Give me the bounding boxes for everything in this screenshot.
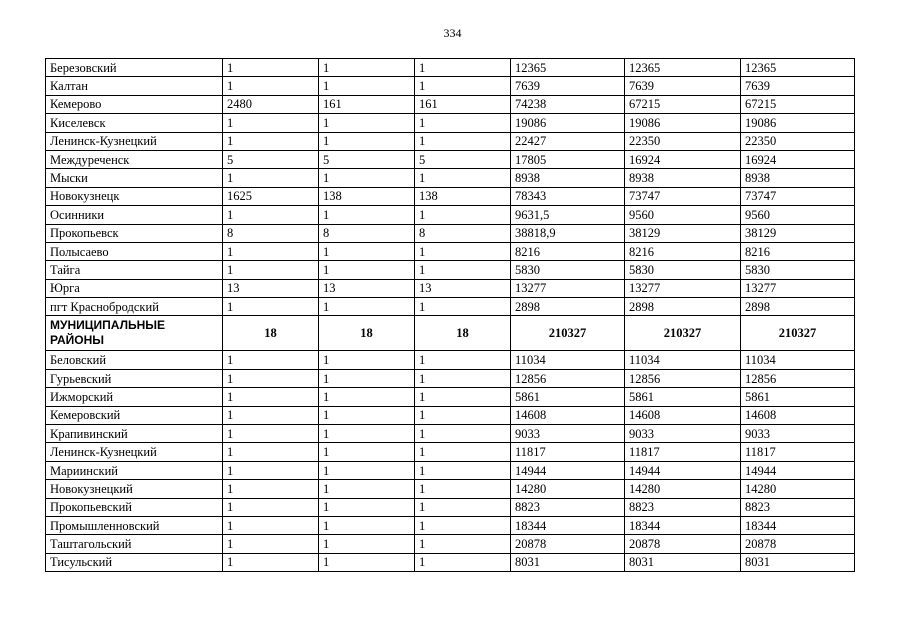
value-cell-d: 14280 bbox=[511, 480, 625, 498]
value-cell-c: 1 bbox=[415, 516, 511, 534]
value-cell-a: 1 bbox=[223, 132, 319, 150]
value-cell-f: 73747 bbox=[741, 187, 855, 205]
table-row bbox=[46, 77, 855, 95]
value-cell-d: 14944 bbox=[511, 461, 625, 479]
row-name: Тайга bbox=[46, 261, 223, 279]
value-cell-d: 5830 bbox=[511, 261, 625, 279]
value-cell-f: 5830 bbox=[741, 261, 855, 279]
value-cell-e: 9560 bbox=[625, 206, 741, 224]
value-cell-b: 1 bbox=[319, 480, 415, 498]
value-cell-c: 1 bbox=[415, 298, 511, 316]
value-cell-d: 8938 bbox=[511, 169, 625, 187]
value-cell-a: 1 bbox=[223, 206, 319, 224]
value-cell-b: 1 bbox=[319, 242, 415, 260]
value-cell-b: 5 bbox=[319, 150, 415, 168]
value-cell-c: 161 bbox=[415, 95, 511, 113]
value-cell-b: 1 bbox=[319, 443, 415, 461]
value-cell-b: 1 bbox=[319, 516, 415, 534]
row-name: Гурьевский bbox=[46, 369, 223, 387]
row-name: Прокопьевский bbox=[46, 498, 223, 516]
table-row bbox=[46, 535, 855, 553]
value-cell-a: 1 bbox=[223, 261, 319, 279]
value-cell-e: 12365 bbox=[625, 59, 741, 77]
page-number: 334 bbox=[443, 26, 462, 40]
table-row bbox=[46, 406, 855, 424]
value-cell-a: 1 bbox=[223, 553, 319, 571]
value-cell-b: 1 bbox=[319, 351, 415, 369]
value-cell-c: 5 bbox=[415, 150, 511, 168]
value-cell-e: 11817 bbox=[625, 443, 741, 461]
value-cell-c: 1 bbox=[415, 114, 511, 132]
value-cell-a: 1 bbox=[223, 535, 319, 553]
value-cell-d: 12365 bbox=[511, 59, 625, 77]
value-cell-c: 13 bbox=[415, 279, 511, 297]
value-cell-d: 38818,9 bbox=[511, 224, 625, 242]
value-cell-d: 2898 bbox=[511, 298, 625, 316]
table-row bbox=[46, 553, 855, 571]
value-cell-b: 1 bbox=[319, 298, 415, 316]
value-cell-a: 1 bbox=[223, 242, 319, 260]
value-cell-a: 1 bbox=[223, 425, 319, 443]
row-name: Киселевск bbox=[46, 114, 223, 132]
table-row bbox=[46, 59, 855, 77]
value-cell-f: 7639 bbox=[741, 77, 855, 95]
value-cell-a: 8 bbox=[223, 224, 319, 242]
value-cell-c: 1 bbox=[415, 206, 511, 224]
row-name: Кемеровский bbox=[46, 406, 223, 424]
value-cell-e: 14280 bbox=[625, 480, 741, 498]
value-cell-c: 1 bbox=[415, 351, 511, 369]
value-cell-c: 1 bbox=[415, 388, 511, 406]
value-cell-f: 19086 bbox=[741, 114, 855, 132]
value-cell-f: 13277 bbox=[741, 279, 855, 297]
value-cell-a: 1 bbox=[223, 516, 319, 534]
value-cell-d: 11034 bbox=[511, 351, 625, 369]
value-cell-b: 1 bbox=[319, 498, 415, 516]
value-cell-d: 8031 bbox=[511, 553, 625, 571]
value-cell-d: 19086 bbox=[511, 114, 625, 132]
value-cell-f: 38129 bbox=[741, 224, 855, 242]
value-cell-e: 8031 bbox=[625, 553, 741, 571]
value-cell-f: 14608 bbox=[741, 406, 855, 424]
table-row bbox=[46, 388, 855, 406]
row-name: Ленинск-Кузнецкий bbox=[46, 443, 223, 461]
value-cell-f: 14280 bbox=[741, 480, 855, 498]
value-cell-d: 210327 bbox=[511, 316, 625, 351]
table-row bbox=[46, 480, 855, 498]
value-cell-d: 5861 bbox=[511, 388, 625, 406]
value-cell-d: 12856 bbox=[511, 369, 625, 387]
value-cell-a: 1 bbox=[223, 114, 319, 132]
value-cell-f: 16924 bbox=[741, 150, 855, 168]
value-cell-e: 2898 bbox=[625, 298, 741, 316]
table-row bbox=[46, 150, 855, 168]
data-table bbox=[45, 58, 855, 572]
value-cell-e: 18344 bbox=[625, 516, 741, 534]
value-cell-a: 1 bbox=[223, 406, 319, 424]
table-row bbox=[46, 187, 855, 205]
value-cell-a: 1 bbox=[223, 169, 319, 187]
value-cell-c: 1 bbox=[415, 480, 511, 498]
value-cell-b: 1 bbox=[319, 169, 415, 187]
table-row bbox=[46, 242, 855, 260]
value-cell-b: 1 bbox=[319, 369, 415, 387]
value-cell-c: 8 bbox=[415, 224, 511, 242]
value-cell-d: 8216 bbox=[511, 242, 625, 260]
value-cell-b: 13 bbox=[319, 279, 415, 297]
value-cell-f: 11817 bbox=[741, 443, 855, 461]
value-cell-f: 20878 bbox=[741, 535, 855, 553]
value-cell-e: 8938 bbox=[625, 169, 741, 187]
row-name: Березовский bbox=[46, 59, 223, 77]
value-cell-b: 1 bbox=[319, 59, 415, 77]
value-cell-e: 5861 bbox=[625, 388, 741, 406]
value-cell-d: 14608 bbox=[511, 406, 625, 424]
table-row bbox=[46, 425, 855, 443]
value-cell-c: 138 bbox=[415, 187, 511, 205]
value-cell-f: 5861 bbox=[741, 388, 855, 406]
value-cell-e: 8823 bbox=[625, 498, 741, 516]
value-cell-f: 8938 bbox=[741, 169, 855, 187]
value-cell-f: 9560 bbox=[741, 206, 855, 224]
value-cell-c: 1 bbox=[415, 443, 511, 461]
value-cell-e: 9033 bbox=[625, 425, 741, 443]
value-cell-f: 11034 bbox=[741, 351, 855, 369]
value-cell-d: 18344 bbox=[511, 516, 625, 534]
value-cell-b: 1 bbox=[319, 425, 415, 443]
value-cell-b: 1 bbox=[319, 406, 415, 424]
row-name: Осинники bbox=[46, 206, 223, 224]
table-row bbox=[46, 224, 855, 242]
value-cell-b: 1 bbox=[319, 388, 415, 406]
row-name: Прокопьевск bbox=[46, 224, 223, 242]
value-cell-f: 22350 bbox=[741, 132, 855, 150]
row-name: Мариинский bbox=[46, 461, 223, 479]
value-cell-f: 8031 bbox=[741, 553, 855, 571]
value-cell-a: 1 bbox=[223, 59, 319, 77]
value-cell-e: 16924 bbox=[625, 150, 741, 168]
table-row bbox=[46, 261, 855, 279]
value-cell-a: 1 bbox=[223, 369, 319, 387]
table-row bbox=[46, 298, 855, 316]
table-row bbox=[46, 206, 855, 224]
value-cell-d: 7639 bbox=[511, 77, 625, 95]
table-row bbox=[46, 169, 855, 187]
value-cell-b: 1 bbox=[319, 261, 415, 279]
value-cell-f: 67215 bbox=[741, 95, 855, 113]
table-row bbox=[46, 351, 855, 369]
value-cell-a: 1 bbox=[223, 480, 319, 498]
value-cell-f: 8216 bbox=[741, 242, 855, 260]
table-row bbox=[46, 114, 855, 132]
value-cell-c: 1 bbox=[415, 553, 511, 571]
row-name: Ленинск-Кузнецкий bbox=[46, 132, 223, 150]
table-row bbox=[46, 516, 855, 534]
value-cell-e: 67215 bbox=[625, 95, 741, 113]
value-cell-b: 1 bbox=[319, 461, 415, 479]
value-cell-c: 1 bbox=[415, 498, 511, 516]
value-cell-d: 74238 bbox=[511, 95, 625, 113]
table-row bbox=[46, 95, 855, 113]
value-cell-d: 11817 bbox=[511, 443, 625, 461]
row-name: Мыски bbox=[46, 169, 223, 187]
value-cell-c: 1 bbox=[415, 535, 511, 553]
value-cell-b: 1 bbox=[319, 535, 415, 553]
row-name: Междуреченск bbox=[46, 150, 223, 168]
value-cell-e: 20878 bbox=[625, 535, 741, 553]
value-cell-d: 9631,5 bbox=[511, 206, 625, 224]
value-cell-c: 1 bbox=[415, 59, 511, 77]
value-cell-a: 1 bbox=[223, 461, 319, 479]
row-name: Ижморский bbox=[46, 388, 223, 406]
value-cell-b: 1 bbox=[319, 132, 415, 150]
value-cell-c: 1 bbox=[415, 425, 511, 443]
value-cell-e: 14944 bbox=[625, 461, 741, 479]
row-name: Калтан bbox=[46, 77, 223, 95]
value-cell-f: 210327 bbox=[741, 316, 855, 351]
value-cell-d: 20878 bbox=[511, 535, 625, 553]
value-cell-f: 18344 bbox=[741, 516, 855, 534]
table-body bbox=[46, 59, 855, 572]
value-cell-a: 1 bbox=[223, 443, 319, 461]
value-cell-f: 8823 bbox=[741, 498, 855, 516]
value-cell-a: 18 bbox=[223, 316, 319, 351]
row-name: МУНИЦИПАЛЬНЫЕ РАЙОНЫ bbox=[46, 316, 223, 351]
row-name: Юрга bbox=[46, 279, 223, 297]
value-cell-e: 38129 bbox=[625, 224, 741, 242]
value-cell-b: 161 bbox=[319, 95, 415, 113]
table-row bbox=[46, 498, 855, 516]
value-cell-d: 17805 bbox=[511, 150, 625, 168]
table-row bbox=[46, 279, 855, 297]
value-cell-b: 18 bbox=[319, 316, 415, 351]
value-cell-c: 18 bbox=[415, 316, 511, 351]
value-cell-e: 19086 bbox=[625, 114, 741, 132]
value-cell-f: 12365 bbox=[741, 59, 855, 77]
table-row bbox=[46, 369, 855, 387]
row-name: Промышленновский bbox=[46, 516, 223, 534]
value-cell-d: 8823 bbox=[511, 498, 625, 516]
row-name: Кемерово bbox=[46, 95, 223, 113]
value-cell-a: 1 bbox=[223, 77, 319, 95]
value-cell-e: 5830 bbox=[625, 261, 741, 279]
value-cell-e: 14608 bbox=[625, 406, 741, 424]
value-cell-a: 2480 bbox=[223, 95, 319, 113]
row-name: Тисульский bbox=[46, 553, 223, 571]
value-cell-a: 5 bbox=[223, 150, 319, 168]
row-name: Крапивинский bbox=[46, 425, 223, 443]
value-cell-a: 13 bbox=[223, 279, 319, 297]
row-name: Беловский bbox=[46, 351, 223, 369]
value-cell-f: 2898 bbox=[741, 298, 855, 316]
value-cell-e: 73747 bbox=[625, 187, 741, 205]
value-cell-d: 78343 bbox=[511, 187, 625, 205]
value-cell-c: 1 bbox=[415, 261, 511, 279]
value-cell-c: 1 bbox=[415, 406, 511, 424]
value-cell-d: 22427 bbox=[511, 132, 625, 150]
value-cell-a: 1 bbox=[223, 298, 319, 316]
value-cell-c: 1 bbox=[415, 169, 511, 187]
value-cell-c: 1 bbox=[415, 132, 511, 150]
value-cell-f: 14944 bbox=[741, 461, 855, 479]
row-name: Полысаево bbox=[46, 242, 223, 260]
table-row bbox=[46, 132, 855, 150]
value-cell-b: 1 bbox=[319, 114, 415, 132]
value-cell-f: 12856 bbox=[741, 369, 855, 387]
value-cell-e: 12856 bbox=[625, 369, 741, 387]
value-cell-e: 13277 bbox=[625, 279, 741, 297]
table-row bbox=[46, 461, 855, 479]
value-cell-c: 1 bbox=[415, 369, 511, 387]
value-cell-d: 9033 bbox=[511, 425, 625, 443]
value-cell-f: 9033 bbox=[741, 425, 855, 443]
value-cell-e: 210327 bbox=[625, 316, 741, 351]
row-name: Новокузнецк bbox=[46, 187, 223, 205]
value-cell-b: 138 bbox=[319, 187, 415, 205]
value-cell-a: 1 bbox=[223, 498, 319, 516]
value-cell-c: 1 bbox=[415, 242, 511, 260]
value-cell-a: 1 bbox=[223, 351, 319, 369]
value-cell-b: 8 bbox=[319, 224, 415, 242]
row-name: Новокузнецкий bbox=[46, 480, 223, 498]
value-cell-c: 1 bbox=[415, 461, 511, 479]
value-cell-e: 7639 bbox=[625, 77, 741, 95]
value-cell-e: 8216 bbox=[625, 242, 741, 260]
value-cell-e: 11034 bbox=[625, 351, 741, 369]
value-cell-c: 1 bbox=[415, 77, 511, 95]
value-cell-e: 22350 bbox=[625, 132, 741, 150]
row-name: Таштагольский bbox=[46, 535, 223, 553]
value-cell-b: 1 bbox=[319, 206, 415, 224]
section-header-row bbox=[46, 316, 855, 351]
value-cell-a: 1625 bbox=[223, 187, 319, 205]
value-cell-a: 1 bbox=[223, 388, 319, 406]
row-name: пгт Краснобродский bbox=[46, 298, 223, 316]
value-cell-b: 1 bbox=[319, 77, 415, 95]
value-cell-b: 1 bbox=[319, 553, 415, 571]
value-cell-d: 13277 bbox=[511, 279, 625, 297]
table-row bbox=[46, 443, 855, 461]
